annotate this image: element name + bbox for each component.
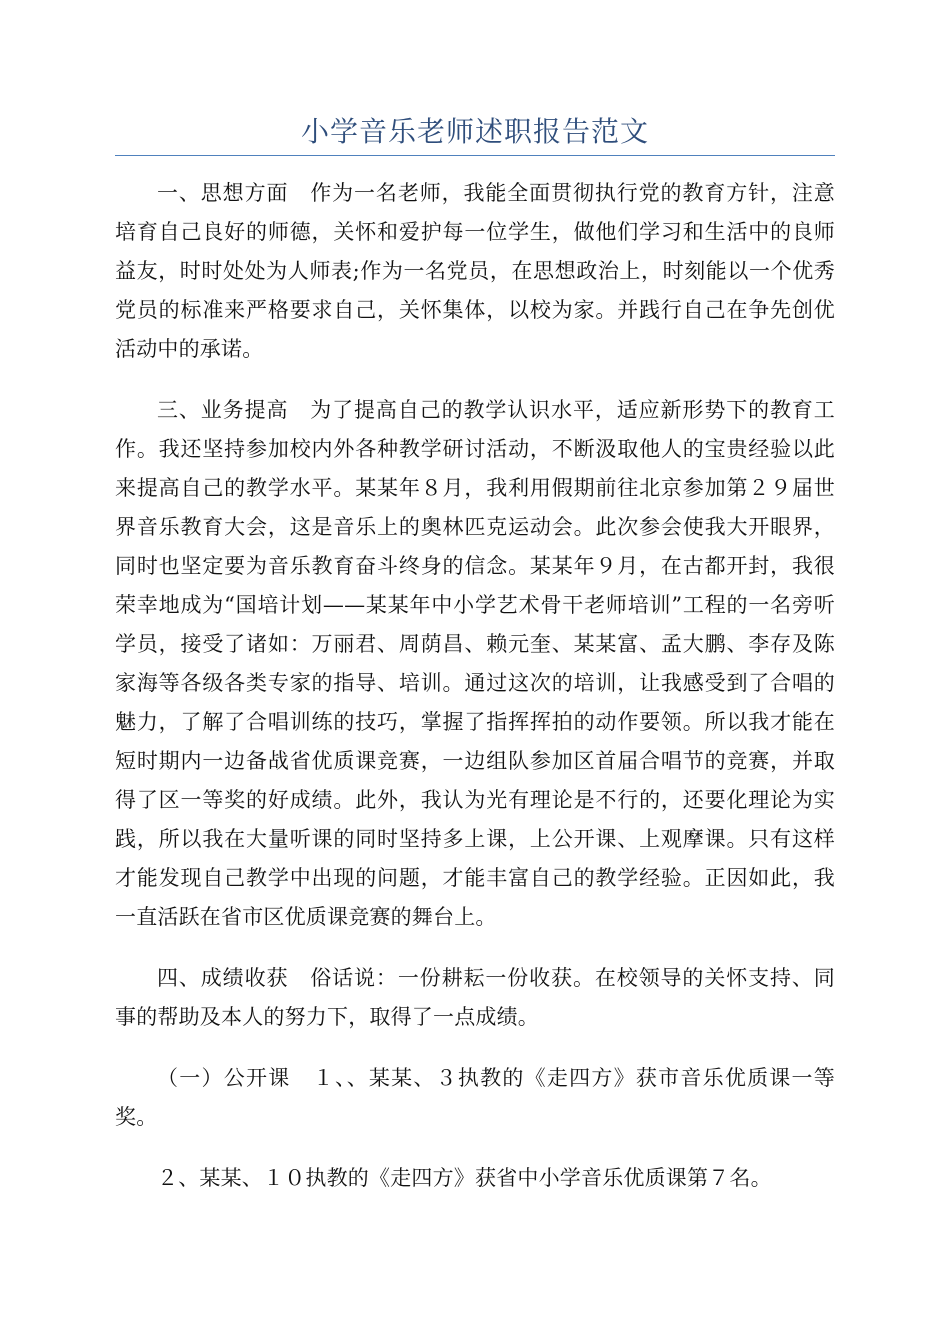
document-title: 小学音乐老师述职报告范文: [300, 115, 649, 148]
paragraph-open-class-2: ２、某某、１０执教的《走四方》获省中小学音乐优质课第７名。: [157, 1166, 772, 1190]
paragraph-thought: 一、思想方面 作为一名老师，我能全面贯彻执行党的教育方针，注意培育自己良好的师德，关怀和爱护每一位学生，做他们学习和生活中的良师益友，时时处处为人师表;作为一名党员，在思想政治上，时刻能以一个优秀党员的标准来严格要求自己，关怀集体，以校为家。并践行自己在争先创优活动中的承诺。: [115, 181, 835, 361]
document-body: [115, 174, 835, 1220]
paragraph-open-class-1: （一）公开课 １、、某某、３执教的《走四方》获市音乐优质课一等奖。: [115, 1066, 835, 1129]
paragraph-achievements: 四、成绩收获 俗话说：一份耕耘一份收获。在校领导的关怀支持、同事的帮助及本人的努力下，取得了一点成绩。: [115, 966, 835, 1029]
paragraph-professional-growth: 三、业务提高 为了提高自己的教学认识水平，适应新形势下的教育工作。我还坚持参加校内外各种教学研讨活动，不断汲取他人的宝贵经验以此来提高自己的教学水平。某某年８月，我利用假期前往北京参加第２９届世界音乐教育大会，这是音乐上的奥林匹克运动会。此次参会使我大开眼界，同时也坚定要为音乐教育奋斗终身的信念。某某年９月，在古都开封，我很荣幸地成为“国培计划——某某年中小学艺术骨干老师培训”工程的一名旁听学员，接受了诸如：万丽君、周荫昌、赖元奎、某某富、孟大鹏、李存及陈家海等各级各类专家的指导、培训。通过这次的培训，让我感受到了合唱的魅力，了解了合唱训练的技巧，掌握了指挥挥拍的动作要领。所以我才能在短时期内一边备战省优质课竞赛，一边组队参加区首届合唱节的竞赛，并取得了区一等奖的好成绩。此外，我认为光有理论是不行的，还要化理论为实践，所以我在大量听课的同时坚持多上课，上公开课、上观摩课。只有这样才能发现自己教学中出现的问题，才能丰富自己的教学经验。正因如此，我一直活跃在省市区优质课竞赛的舞台上。: [115, 398, 835, 929]
title-underline: [115, 155, 835, 156]
